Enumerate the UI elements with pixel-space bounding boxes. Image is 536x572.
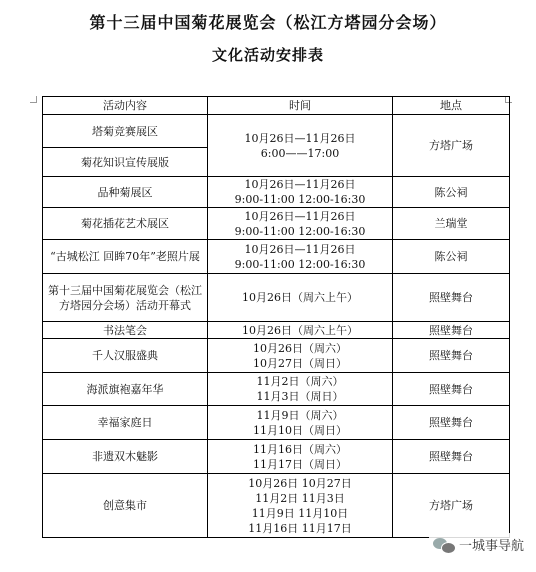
activity-cell: 千人汉服盛典	[43, 339, 208, 373]
activity-cell: 菊花知识宣传展版	[43, 148, 208, 177]
activity-cell: 创意集市	[43, 474, 208, 538]
table-row	[43, 373, 510, 406]
table-row	[43, 440, 510, 474]
time-cell: 10月26日（周六上午）	[208, 322, 393, 339]
activity-cell: 非遗双木魅影	[43, 440, 208, 474]
table-row	[43, 474, 510, 538]
corner-mark-left	[30, 96, 37, 103]
activity-cell: 第十三届中国菊花展览会（松江方塔园分会场）活动开幕式	[43, 274, 208, 322]
time-cell: 10月26日（周六） 10月27日（周日）	[208, 339, 393, 373]
table-header-row	[43, 97, 510, 115]
place-cell: 照壁舞台	[393, 339, 510, 373]
activity-cell: 书法笔会	[43, 322, 208, 339]
time-cell: 11月16日（周六） 11月17日（周日）	[208, 440, 393, 474]
watermark	[429, 533, 528, 556]
time-cell: 10月26日（周六上午）	[208, 274, 393, 322]
page-subtitle: 文化活动安排表	[211, 46, 324, 64]
header-time: 时间	[208, 97, 393, 115]
place-cell: 照壁舞台	[393, 322, 510, 339]
place-cell: 照壁舞台	[393, 406, 510, 440]
activity-cell: 幸福家庭日	[43, 406, 208, 440]
time-cell: 10月26日—11月26日 9:00-11:00 12:00-16:30	[208, 208, 393, 240]
place-cell: 方塔广场	[393, 115, 510, 177]
time-cell: 11月2日（周六） 11月3日（周日）	[208, 373, 393, 406]
header-place: 地点	[393, 97, 510, 115]
place-cell: 陈公祠	[393, 177, 510, 208]
activity-cell: 海派旗袍嘉年华	[43, 373, 208, 406]
time-cell: 10月26日—11月26日 6:00——17:00	[208, 115, 393, 177]
place-cell: 陈公祠	[393, 240, 510, 274]
wechat-icon	[433, 536, 455, 554]
table-row	[43, 274, 510, 322]
activity-cell: 品种菊展区	[43, 177, 208, 208]
table-row	[43, 177, 510, 208]
activity-cell: 塔菊竞赛展区	[43, 115, 208, 148]
place-cell: 兰瑞堂	[393, 208, 510, 240]
table-row	[43, 240, 510, 274]
activity-cell: “古城松江 回眸70年”老照片展	[43, 240, 208, 274]
time-cell: 10月26日—11月26日 9:00-11:00 12:00-16:30	[208, 177, 393, 208]
page-title: 第十三届中国菊花展览会（松江方塔园分会场）	[89, 13, 447, 32]
schedule-table	[42, 96, 510, 538]
table-row	[43, 115, 510, 148]
table-row	[43, 406, 510, 440]
place-cell: 方塔广场	[393, 474, 510, 538]
table-row	[43, 208, 510, 240]
table-row	[43, 339, 510, 373]
watermark-text: 一城事导航	[458, 539, 524, 554]
time-cell: 11月9日（周六） 11月10日（周日）	[208, 406, 393, 440]
place-cell: 照壁舞台	[393, 274, 510, 322]
time-cell: 10月26日 10月27日 11月2日 11月3日 11月9日 11月10日 11月16日 11月17日	[208, 474, 393, 538]
place-cell: 照壁舞台	[393, 440, 510, 474]
table-row	[43, 322, 510, 339]
activity-cell: 菊花插花艺术展区	[43, 208, 208, 240]
time-cell: 10月26日—11月26日 9:00-11:00 12:00-16:30	[208, 240, 393, 274]
header-activity: 活动内容	[43, 97, 208, 115]
place-cell: 照壁舞台	[393, 373, 510, 406]
